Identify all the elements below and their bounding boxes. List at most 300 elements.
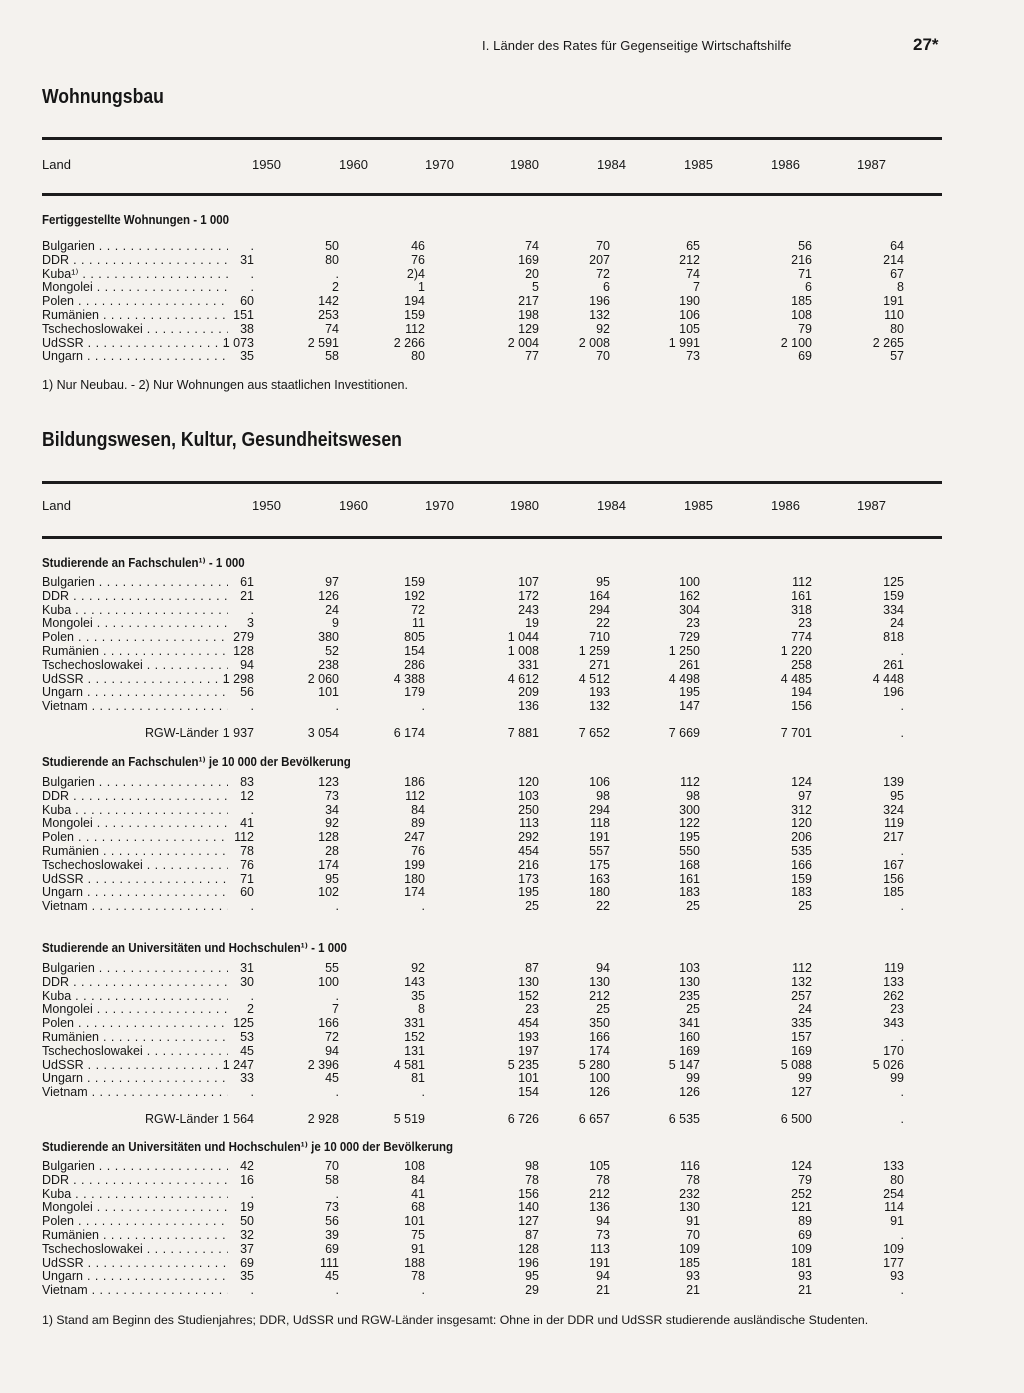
table-cell: 334 xyxy=(883,602,904,617)
total-cell: 6 657 xyxy=(578,1112,610,1126)
table-cell: 166 xyxy=(318,1016,339,1031)
table-row xyxy=(42,831,942,845)
row-country-label: UdSSR xyxy=(42,336,84,350)
table-cell: . xyxy=(900,1283,904,1298)
column-header-year: 1960 xyxy=(339,157,368,172)
table-cell: 300 xyxy=(679,802,700,817)
total-cell: 1 564 xyxy=(222,1112,254,1126)
table-cell: 2 004 xyxy=(507,335,539,350)
table-cell: 21 xyxy=(798,1283,812,1298)
row-country-label: Mongolei xyxy=(42,1201,93,1215)
table-cell: 70 xyxy=(325,1159,339,1173)
row-country-label: DDR xyxy=(42,975,70,989)
table-row xyxy=(42,1086,942,1100)
table-row xyxy=(42,1174,942,1188)
table-cell: 93 xyxy=(798,1269,812,1284)
table-cell: 1 259 xyxy=(578,643,610,658)
table-cell: 99 xyxy=(890,1071,904,1086)
table-cell: 7 xyxy=(693,280,700,295)
table-cell: 126 xyxy=(318,588,339,603)
table-cell: 127 xyxy=(518,1214,539,1229)
table-cell: 350 xyxy=(589,1016,610,1031)
total-cell: 1 937 xyxy=(222,726,254,740)
table-cell: 72 xyxy=(325,1029,339,1044)
column-header-year: 1985 xyxy=(684,498,713,513)
table-cell: 5 280 xyxy=(578,1057,610,1072)
table-cell: 173 xyxy=(518,871,539,886)
total-label: RGW-Länder xyxy=(145,1112,219,1126)
table-row xyxy=(42,1188,942,1202)
table-cell: . xyxy=(335,988,339,1003)
table-cell: 216 xyxy=(518,857,539,872)
table-row xyxy=(42,873,942,887)
block-title: Studierende an Fachschulen¹⁾ je 10 000 der Bevölkerung xyxy=(42,755,351,769)
table-cell: 7 xyxy=(332,1002,339,1017)
table-cell: 5 147 xyxy=(668,1057,700,1072)
table-cell: 121 xyxy=(791,1200,812,1215)
table-cell: 161 xyxy=(679,871,700,886)
table-cell: 72 xyxy=(596,266,610,281)
table-cell: 98 xyxy=(596,788,610,803)
table-cell: 159 xyxy=(404,307,425,322)
table-cell: 42 xyxy=(240,1159,254,1173)
table-cell: 23 xyxy=(798,616,812,631)
table-cell: 31 xyxy=(240,961,254,975)
table-cell: 98 xyxy=(525,1159,539,1173)
table-cell: . xyxy=(250,602,254,617)
table-cell: 114 xyxy=(884,1200,904,1215)
section-title-education: Bildungswesen, Kultur, Gesundheitswesen xyxy=(42,429,402,451)
table-cell: 124 xyxy=(791,775,812,789)
table-cell: 209 xyxy=(518,685,539,700)
total-cell: 3 054 xyxy=(307,726,339,740)
table-cell: 112 xyxy=(792,575,812,589)
table-row xyxy=(42,1059,942,1073)
table-cell: 50 xyxy=(240,1214,254,1229)
table-cell: 198 xyxy=(518,307,539,322)
table-cell: 535 xyxy=(791,843,812,858)
table-cell: 1 298 xyxy=(222,671,254,686)
table-cell: 123 xyxy=(318,775,339,789)
table-rule-head xyxy=(42,536,942,539)
table-cell: 252 xyxy=(791,1186,812,1201)
table-cell: 191 xyxy=(883,294,904,309)
table-cell: 194 xyxy=(404,294,425,309)
table-cell: 159 xyxy=(791,871,812,886)
table-cell: 147 xyxy=(679,699,700,714)
table-cell: 195 xyxy=(518,885,539,900)
row-country-label: Kuba xyxy=(42,803,72,817)
table-cell: 70 xyxy=(596,239,610,253)
table-row xyxy=(42,859,942,873)
table-row xyxy=(42,617,942,631)
row-country-label: Kuba¹⁾ xyxy=(42,267,79,281)
table-cell: 112 xyxy=(405,321,425,336)
table-cell: 143 xyxy=(404,974,425,989)
table-cell: 140 xyxy=(518,1200,539,1215)
table-cell: 78 xyxy=(411,1269,425,1284)
table-cell: 72 xyxy=(411,602,425,617)
table-cell: 156 xyxy=(518,1186,539,1201)
table-cell: 196 xyxy=(589,294,610,309)
table-cell: 112 xyxy=(680,775,700,789)
table-cell: 193 xyxy=(518,1029,539,1044)
table-row xyxy=(42,1072,942,1086)
table-cell: 131 xyxy=(404,1043,425,1058)
table-cell: 174 xyxy=(589,1043,610,1058)
table-cell: 2 265 xyxy=(872,335,904,350)
table-cell: 6 xyxy=(805,280,812,295)
table-cell: 1 073 xyxy=(222,335,254,350)
table-cell: 2 591 xyxy=(307,335,339,350)
table-cell: 73 xyxy=(686,349,700,364)
row-country-label: Polen xyxy=(42,631,74,645)
table-cell: . xyxy=(421,1085,425,1100)
table-cell: 58 xyxy=(325,1172,339,1187)
table-cell: 56 xyxy=(325,1214,339,1229)
table-cell: 23 xyxy=(525,1002,539,1017)
table-cell: 65 xyxy=(686,239,700,253)
table-cell: 335 xyxy=(791,1016,812,1031)
table-cell: 169 xyxy=(791,1043,812,1058)
total-row xyxy=(42,726,942,741)
table-cell: . xyxy=(335,1085,339,1100)
table-cell: 292 xyxy=(518,830,539,845)
table-cell: 79 xyxy=(798,321,812,336)
table-cell: 126 xyxy=(589,1085,610,1100)
table-cell: 261 xyxy=(679,657,700,672)
total-cell: . xyxy=(900,726,904,740)
table-cell: 118 xyxy=(590,816,610,831)
table-row xyxy=(42,309,942,323)
table-cell: 113 xyxy=(519,816,539,831)
table-row xyxy=(42,631,942,645)
table-cell: 130 xyxy=(679,974,700,989)
table-cell: 1 xyxy=(418,280,425,295)
table-cell: 190 xyxy=(679,294,700,309)
table-cell: 112 xyxy=(234,830,254,845)
table-cell: 193 xyxy=(589,685,610,700)
table-cell: 71 xyxy=(240,871,254,886)
table-cell: 197 xyxy=(518,1043,539,1058)
table-cell: 95 xyxy=(890,788,904,803)
table-cell: 139 xyxy=(883,775,904,789)
table-row xyxy=(42,1257,942,1271)
table-cell: 4 485 xyxy=(780,671,812,686)
row-country-label: Tschechoslowakei xyxy=(42,322,143,336)
table-cell: 130 xyxy=(518,974,539,989)
table-cell: 217 xyxy=(518,294,539,309)
table-row xyxy=(42,576,942,590)
table-cell: 110 xyxy=(884,307,904,322)
table-cell: 64 xyxy=(890,239,904,253)
table-cell: 286 xyxy=(404,657,425,672)
table-cell: 101 xyxy=(404,1214,425,1229)
table-cell: 100 xyxy=(318,974,339,989)
table-cell: 103 xyxy=(518,788,539,803)
table-cell: 169 xyxy=(518,252,539,267)
table-cell: . xyxy=(250,239,254,253)
table-cell: 130 xyxy=(679,1200,700,1215)
table-row xyxy=(42,1270,942,1284)
row-country-label: Mongolei xyxy=(42,617,93,631)
table-cell: 92 xyxy=(411,961,425,975)
table-cell: 24 xyxy=(325,602,339,617)
table-cell: 28 xyxy=(325,843,339,858)
table-cell: 25 xyxy=(798,899,812,914)
table-cell: 78 xyxy=(240,843,254,858)
table-body xyxy=(42,962,942,1100)
table-cell: 95 xyxy=(525,1269,539,1284)
table-cell: 9 xyxy=(332,616,339,631)
row-country-label: Polen xyxy=(42,1017,74,1031)
table-cell: . xyxy=(250,988,254,1003)
row-country-label: Bulgarien xyxy=(42,962,95,975)
table-cell: 19 xyxy=(525,616,539,631)
table-cell: 76 xyxy=(411,252,425,267)
table-cell: 73 xyxy=(325,1200,339,1215)
table-row xyxy=(42,886,942,900)
table-cell: 214 xyxy=(883,252,904,267)
row-country-label: UdSSR xyxy=(42,1256,84,1270)
table-cell: 34 xyxy=(325,802,339,817)
table-cell: 195 xyxy=(679,685,700,700)
table-cell: . xyxy=(900,1227,904,1242)
table-cell: 112 xyxy=(792,961,812,975)
table-cell: 25 xyxy=(686,1002,700,1017)
table-cell: . xyxy=(250,1186,254,1201)
table-cell: 805 xyxy=(404,630,425,645)
table-rule-top xyxy=(42,481,942,484)
row-country-label: Tschechoslowakei xyxy=(42,1044,143,1058)
table-cell: 181 xyxy=(791,1255,812,1270)
table-row xyxy=(42,1160,942,1174)
column-header-year: 1980 xyxy=(510,498,539,513)
table-cell: 102 xyxy=(318,885,339,900)
table-cell: 78 xyxy=(596,1172,610,1187)
column-header-row xyxy=(42,157,942,175)
table-cell: 294 xyxy=(589,602,610,617)
block-title: Studierende an Fachschulen¹⁾ - 1 000 xyxy=(42,556,245,570)
table-row xyxy=(42,1215,942,1229)
table-cell: 191 xyxy=(589,1255,610,1270)
table-cell: . xyxy=(250,266,254,281)
table-cell: . xyxy=(421,899,425,914)
table-cell: 53 xyxy=(240,1029,254,1044)
table-cell: . xyxy=(250,1085,254,1100)
table-cell: 304 xyxy=(679,602,700,617)
table-cell: 41 xyxy=(411,1186,425,1201)
table-rule-head xyxy=(42,193,942,196)
table-cell: 710 xyxy=(589,630,610,645)
table-cell: 91 xyxy=(686,1214,700,1229)
table-cell: 132 xyxy=(589,699,610,714)
row-country-label: UdSSR xyxy=(42,1058,84,1072)
table-cell: 128 xyxy=(233,643,254,658)
table-row xyxy=(42,1031,942,1045)
table-cell: 87 xyxy=(525,961,539,975)
row-country-label: Rumänien xyxy=(42,844,99,858)
table-cell: 2 100 xyxy=(780,335,812,350)
table-cell: 74 xyxy=(325,321,339,336)
table-cell: 125 xyxy=(233,1016,254,1031)
table-cell: . xyxy=(335,699,339,714)
table-cell: 129 xyxy=(518,321,539,336)
table-cell: 196 xyxy=(518,1255,539,1270)
total-cell: 6 174 xyxy=(393,726,425,740)
table-cell: 12 xyxy=(240,788,254,803)
row-country-label: Rumänien xyxy=(42,1228,99,1242)
table-cell: 79 xyxy=(798,1172,812,1187)
table-cell: 130 xyxy=(589,974,610,989)
table-cell: . xyxy=(900,643,904,658)
table-row xyxy=(42,1284,942,1298)
table-cell: 105 xyxy=(679,321,700,336)
table-cell: 5 xyxy=(532,280,539,295)
table-cell: . xyxy=(900,899,904,914)
table-row xyxy=(42,686,942,700)
table-cell: 169 xyxy=(679,1043,700,1058)
table-cell: 107 xyxy=(518,575,539,589)
table-cell: 103 xyxy=(679,961,700,975)
table-cell: 729 xyxy=(679,630,700,645)
table-cell: 60 xyxy=(240,885,254,900)
table-cell: 128 xyxy=(318,830,339,845)
table-cell: 195 xyxy=(679,830,700,845)
table-cell: 279 xyxy=(233,630,254,645)
table-cell: 1 247 xyxy=(222,1057,254,1072)
table-cell: 30 xyxy=(240,974,254,989)
table-cell: 56 xyxy=(240,685,254,700)
table-cell: 136 xyxy=(589,1200,610,1215)
table-cell: 156 xyxy=(883,871,904,886)
table-cell: 454 xyxy=(518,843,539,858)
table-cell: 217 xyxy=(883,830,904,845)
table-cell: 21 xyxy=(240,588,254,603)
table-cell: 3 xyxy=(247,616,254,631)
row-country-label: Bulgarien xyxy=(42,240,95,253)
table-row xyxy=(42,590,942,604)
table-cell: 76 xyxy=(411,843,425,858)
table-row xyxy=(42,700,942,714)
row-country-label: Tschechoslowakei xyxy=(42,858,143,872)
table-cell: 73 xyxy=(596,1227,610,1242)
table-cell: 29 xyxy=(525,1283,539,1298)
footnote-housing: 1) Nur Neubau. - 2) Nur Wohnungen aus staatlichen Investitionen. xyxy=(42,378,408,392)
row-country-label: Polen xyxy=(42,1215,74,1229)
table-cell: 318 xyxy=(791,602,812,617)
row-country-label: Tschechoslowakei xyxy=(42,1242,143,1256)
table-row xyxy=(42,1229,942,1243)
table-cell: 50 xyxy=(325,239,339,253)
table-cell: 341 xyxy=(679,1016,700,1031)
table-cell: 31 xyxy=(240,252,254,267)
table-cell: 1 991 xyxy=(668,335,700,350)
table-cell: 35 xyxy=(240,349,254,364)
table-cell: . xyxy=(900,1085,904,1100)
table-cell: . xyxy=(900,1029,904,1044)
table-cell: 154 xyxy=(404,643,425,658)
table-cell: 33 xyxy=(240,1071,254,1086)
table-cell: . xyxy=(250,280,254,295)
column-header-year: 1985 xyxy=(684,157,713,172)
table-cell: 94 xyxy=(596,1214,610,1229)
table-cell: 98 xyxy=(686,788,700,803)
table-row xyxy=(42,845,942,859)
table-row xyxy=(42,817,942,831)
table-cell: 185 xyxy=(791,294,812,309)
table-cell: 58 xyxy=(325,349,339,364)
total-cell: 2 928 xyxy=(307,1112,339,1126)
table-rule-top xyxy=(42,137,942,140)
table-cell: 108 xyxy=(791,307,812,322)
table-cell: 4 581 xyxy=(393,1057,425,1072)
row-country-label: DDR xyxy=(42,789,70,803)
table-cell: 108 xyxy=(404,1159,425,1173)
table-cell: 167 xyxy=(883,857,904,872)
row-country-label: Vietnam xyxy=(42,900,88,914)
table-cell: 159 xyxy=(883,588,904,603)
table-cell: 1 008 xyxy=(507,643,539,658)
table-cell: 41 xyxy=(240,816,254,831)
table-cell: 343 xyxy=(883,1016,904,1031)
column-header-row xyxy=(42,498,942,516)
table-cell: 2 060 xyxy=(307,671,339,686)
table-cell: 68 xyxy=(411,1200,425,1215)
table-cell: 84 xyxy=(411,802,425,817)
table-cell: 5 088 xyxy=(780,1057,812,1072)
block-title-housing: Fertiggestellte Wohnungen - 1 000 xyxy=(42,213,230,227)
table-cell: 1 250 xyxy=(668,643,700,658)
table-cell: 75 xyxy=(411,1227,425,1242)
table-cell: 95 xyxy=(325,871,339,886)
table-cell: 22 xyxy=(596,899,610,914)
table-cell: 133 xyxy=(883,974,904,989)
total-cell: 6 500 xyxy=(780,1112,812,1126)
table-cell: 454 xyxy=(518,1016,539,1031)
table-cell: 324 xyxy=(883,802,904,817)
table-cell: 312 xyxy=(791,802,812,817)
table-cell: 168 xyxy=(679,857,700,872)
table-row xyxy=(42,295,942,309)
table-cell: 199 xyxy=(404,857,425,872)
column-header-year: 1986 xyxy=(771,498,800,513)
table-cell: 2)4 xyxy=(406,266,425,281)
table-cell: . xyxy=(900,843,904,858)
row-country-label: Rumänien xyxy=(42,644,99,658)
row-country-label: Bulgarien xyxy=(42,776,95,789)
table-cell: 39 xyxy=(325,1227,339,1242)
table-cell: 84 xyxy=(411,1172,425,1187)
table-cell: 212 xyxy=(589,1186,610,1201)
row-country-label: Kuba xyxy=(42,1187,72,1201)
row-country-label: Vietnam xyxy=(42,1284,88,1298)
table-row xyxy=(42,350,942,364)
table-cell: 78 xyxy=(525,1172,539,1187)
table-cell: . xyxy=(250,899,254,914)
table-cell: 164 xyxy=(589,588,610,603)
row-country-label: DDR xyxy=(42,589,70,603)
table-cell: . xyxy=(250,699,254,714)
table-cell: 91 xyxy=(890,1214,904,1229)
table-row xyxy=(42,962,942,976)
table-cell: 113 xyxy=(590,1241,610,1256)
table-cell: 61 xyxy=(240,575,254,589)
table-cell: 91 xyxy=(411,1241,425,1256)
table-cell: 177 xyxy=(883,1255,904,1270)
table-cell: 92 xyxy=(325,816,339,831)
table-cell: 258 xyxy=(791,657,812,672)
